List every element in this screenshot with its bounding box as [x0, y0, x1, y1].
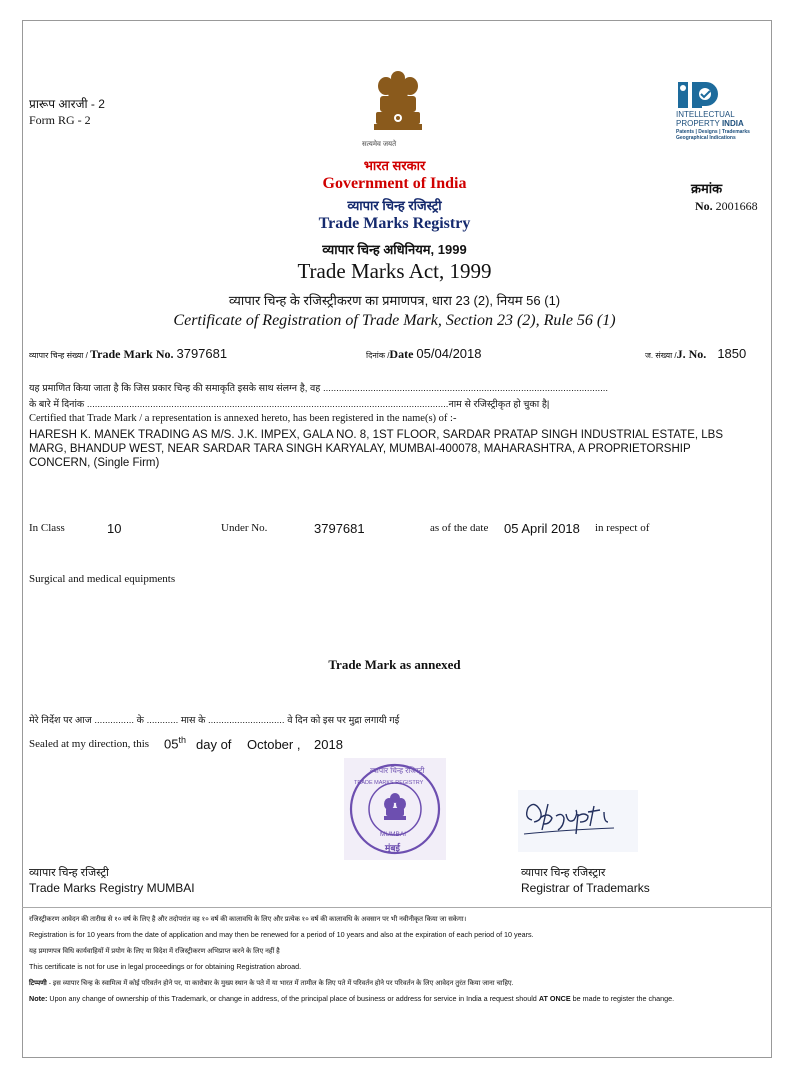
note-3-hindi: टिप्पणी - इस व्यापार चिन्ह के स्वामित्व में कोई परिवर्तन होने पर, या कारोबार के मुख्य स्थान के पते में या भारत में तामील के लिए पते में परिवर्तन होने पर परिवर्तन के लिए आवेदन तुरंत किया जाना चाहिए.: [29, 980, 514, 987]
trade-mark-annexed: Trade Mark as annexed: [328, 657, 461, 672]
sealed-label: Sealed at my direction, this: [29, 738, 150, 750]
national-emblem: [362, 68, 428, 152]
under-value: 3797681: [314, 521, 365, 536]
class-value: 10: [107, 521, 122, 536]
form-number: Form RG - 2: [29, 113, 91, 127]
asof-value: 05 April 2018: [504, 521, 580, 536]
under-label: Under No.: [221, 522, 268, 534]
certify-hindi-2: के बारे में दिनांक .........................................................................................................................................नाम से रजिस्ट्रीकृत हो चुका है|: [29, 399, 550, 410]
proprietor-details: HARESH K. MANEK TRADING AS M/S. J.K. IMPEX, GALA NO. 8, 1ST FLOOR, SARDAR PRATAP SINGH INDUSTRIAL ESTATE, LBS MARG, BHANDUP WEST, NEAR SARDAR TARA SINGH KARYALAY, MUMBAI-400078, MAHARASHTRA, A PROPRIETORSHIP CONCERN, (Single Firm): [29, 429, 723, 469]
emblem-motto: सत्यमेव जयते: [362, 141, 397, 148]
note-3: Note: Upon any change of ownership of this Trademark, or change in address, of the principal place of business or address for service in India a request should AT ONCE be made to register the change.: [29, 994, 675, 1003]
logo-line1: INTELLECTUAL: [676, 110, 735, 119]
logo-line4: Geographical Indications: [676, 135, 736, 141]
sealed-day-of: day of: [196, 737, 232, 752]
sealed-year: 2018: [314, 737, 343, 752]
footer-registrar-hindi: व्यापार चिन्ह रजिस्ट्रार: [521, 867, 606, 879]
certify-hindi-1: यह प्रमाणित किया जाता है कि जिस प्रकार चिन्ह की समाकृति इसके साथ संलग्न है, वह ............................................................................................................: [29, 383, 609, 394]
act-english: Trade Marks Act, 1999: [297, 259, 492, 283]
cert-english: Certificate of Registration of Trade Mark, Section 23 (2), Rule 56 (1): [173, 312, 616, 329]
note-2-hindi: यह प्रमाणपत्र विधि कार्यवाहियों में प्रयोग के लिए या विदेश में रजिस्ट्रीकरण अभिप्राप्त करने के लिए नहीं है: [29, 948, 280, 955]
note-2: This certificate is not for use in legal proceedings or for obtaining Registration abroad.: [29, 962, 302, 971]
seal-hindi: व्यापार चिन्ह रजिस्ट्री: [370, 766, 425, 775]
form-number-hindi: प्रारूप आरजी - 2: [29, 97, 105, 111]
registrar-signature: [518, 790, 638, 852]
cert-hindi: व्यापार चिन्ह के रजिस्ट्रीकरण का प्रमाणपत्र, धारा 23 (2), नियम 56 (1): [228, 293, 561, 308]
journal-number: ज. संख्या /J. No. 1850: [645, 346, 747, 361]
serial-label-hindi: क्रमांक: [691, 181, 723, 196]
gov-hindi: भारत सरकार: [363, 158, 426, 173]
registry-english: Trade Marks Registry: [318, 215, 471, 232]
seal-ring-text: TRADE MARKS REGISTRY: [354, 780, 424, 786]
asof-label: as of the date: [430, 522, 489, 534]
footer-registry-hindi: व्यापार चिन्ह रजिस्ट्री: [29, 867, 109, 879]
trade-mark-number: व्यापार चिन्ह संख्या / Trade Mark No. 3797681: [29, 346, 228, 361]
ip-india-icon: [678, 80, 718, 110]
note-1-hindi: रजिस्ट्रीकरण आवेदन की तारीख से १० वर्ष के लिए है और तदोपरांत वह १० वर्ष की कालावधि के लिए और प्रत्येक १० वर्ष की कालावधि के अवसान पर भी नवीनीकृत किया जा सकेगा।: [29, 916, 467, 923]
logo-line2: PROPERTY INDIA: [676, 119, 744, 128]
registry-hindi: व्यापार चिन्ह रजिस्ट्री: [347, 198, 442, 213]
sealed-day: 05th: [164, 735, 186, 752]
respect-label: in respect of: [595, 522, 650, 534]
seal-city-hindi: मुंबई: [385, 843, 400, 853]
ip-india-logo: [676, 80, 766, 144]
seal-city: MUMBAI: [380, 831, 406, 838]
footer-registrar: Registrar of Trademarks: [521, 881, 650, 895]
signature-icon: [518, 790, 638, 852]
sealed-month: October ,: [247, 737, 301, 752]
class-label: In Class: [29, 522, 65, 534]
registry-seal: [344, 758, 446, 860]
act-hindi: व्यापार चिन्ह अधिनियम, 1999: [322, 242, 467, 257]
sealed-hindi: मेरे निर्देश पर आज ............... के ............ मास के ............................. वे दिन को इस पर मुद्रा लगायी गई: [29, 715, 400, 726]
logo-line3: Patents | Designs | Trademarks: [676, 129, 750, 135]
footer-registry: Trade Marks Registry MUMBAI: [29, 881, 195, 895]
serial-number: No. 2001668: [695, 199, 758, 213]
application-date: दिनांक /Date 05/04/2018: [366, 346, 482, 361]
gov-english: Government of India: [322, 175, 467, 192]
notes-divider: [22, 907, 772, 908]
note-1: Registration is for 10 years from the date of application and may then be renewed for a period of 10 years and also at the expiration of each period of 10 years.: [29, 930, 534, 939]
certify-english: Certified that Trade Mark / a representation is annexed hereto, has been registered in the name(s) of :-: [29, 413, 457, 424]
goods-description: Surgical and medical equipments: [29, 573, 176, 585]
